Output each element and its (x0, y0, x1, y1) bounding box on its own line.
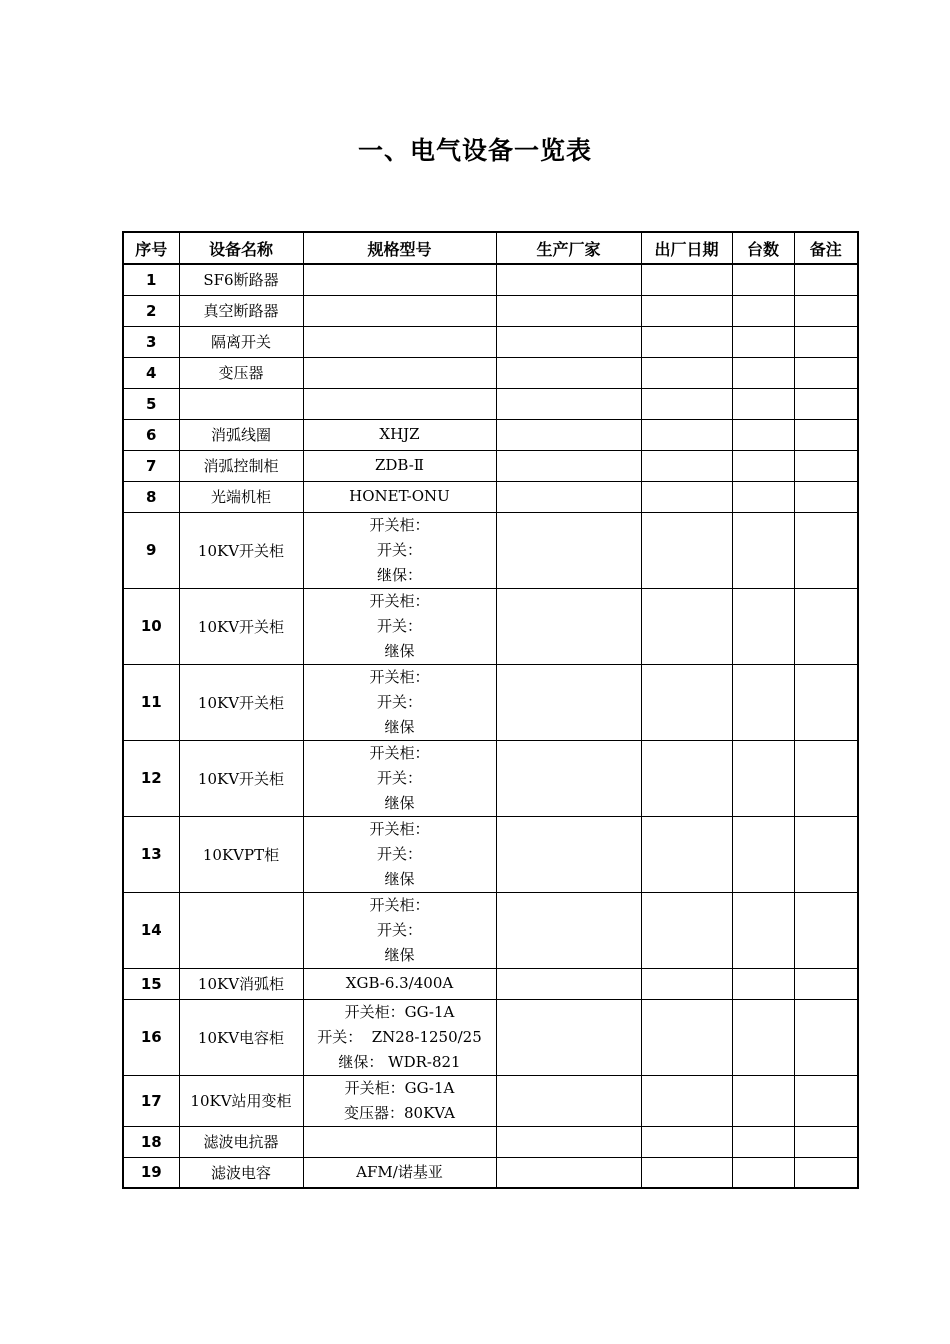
equipment-name (179, 388, 303, 419)
count-cell (732, 326, 794, 357)
row-number: 19 (123, 1157, 179, 1188)
row-number: 9 (123, 512, 179, 588)
table-row (123, 892, 858, 968)
spec-line: 变压器：80KVA (344, 1103, 455, 1122)
header-no: 序号 (123, 232, 179, 264)
spec-model (303, 481, 496, 512)
date-cell (641, 450, 732, 481)
spec-line: 开关： (376, 920, 422, 939)
manufacturer-cell (496, 588, 641, 664)
spec-line: 开关： (376, 540, 422, 559)
equipment-name: 10KV站用变柜 (179, 1075, 303, 1126)
spec-model (303, 740, 496, 816)
row-number: 5 (123, 388, 179, 419)
manufacturer-cell (496, 999, 641, 1075)
table-row (123, 968, 858, 999)
remarks-cell (794, 1126, 858, 1157)
table-row (123, 1075, 858, 1126)
spec-line: XHJZ (379, 425, 420, 443)
spec-model (303, 968, 496, 999)
count-cell (732, 588, 794, 664)
spec-model (303, 1157, 496, 1188)
remarks-cell (794, 295, 858, 326)
equipment-name: 10KV开关柜 (179, 740, 303, 816)
header-remarks: 备注 (794, 232, 858, 264)
spec-line: 开关柜：GG-1A (344, 1078, 455, 1097)
manufacturer-cell (496, 968, 641, 999)
equipment-table (122, 231, 859, 1189)
equipment-name: 光端机柜 (179, 481, 303, 512)
spec-model (303, 512, 496, 588)
table-row (123, 1157, 858, 1188)
remarks-cell (794, 450, 858, 481)
row-number: 14 (123, 892, 179, 968)
equipment-name: 滤波电抗器 (179, 1126, 303, 1157)
equipment-name: 滤波电容 (179, 1157, 303, 1188)
spec-model (303, 419, 496, 450)
table-row (123, 295, 858, 326)
spec-model (303, 450, 496, 481)
spec-model (303, 816, 496, 892)
table-row (123, 450, 858, 481)
row-number: 11 (123, 664, 179, 740)
row-number: 15 (123, 968, 179, 999)
date-cell (641, 892, 732, 968)
spec-line: HONET-ONU (349, 487, 450, 505)
remarks-cell (794, 892, 858, 968)
row-number: 4 (123, 357, 179, 388)
table-row (123, 326, 858, 357)
row-number: 12 (123, 740, 179, 816)
equipment-name: 消弧控制柜 (179, 450, 303, 481)
header-date: 出厂日期 (641, 232, 732, 264)
row-number: 7 (123, 450, 179, 481)
spec-line: 开关柜： (369, 667, 430, 686)
spec-model (303, 588, 496, 664)
date-cell (641, 816, 732, 892)
equipment-name: 10KVPT柜 (179, 816, 303, 892)
count-cell (732, 999, 794, 1075)
header-spec: 规格型号 (303, 232, 496, 264)
spec-line: 开关柜： (369, 515, 430, 534)
equipment-name: 10KV开关柜 (179, 512, 303, 588)
spec-line: 继保 (384, 641, 415, 660)
spec-line: 开关： (376, 844, 422, 863)
count-cell (732, 968, 794, 999)
row-number: 1 (123, 264, 179, 295)
manufacturer-cell (496, 388, 641, 419)
table-row (123, 999, 858, 1075)
manufacturer-cell (496, 740, 641, 816)
manufacturer-cell (496, 419, 641, 450)
date-cell (641, 664, 732, 740)
date-cell (641, 999, 732, 1075)
header-count: 台数 (732, 232, 794, 264)
remarks-cell (794, 419, 858, 450)
count-cell (732, 419, 794, 450)
spec-line: XGB-6.3/400A (345, 974, 454, 992)
date-cell (641, 481, 732, 512)
table-row (123, 419, 858, 450)
equipment-name: 10KV电容柜 (179, 999, 303, 1075)
manufacturer-cell (496, 664, 641, 740)
spec-line: 继保 (384, 717, 415, 736)
manufacturer-cell (496, 816, 641, 892)
remarks-cell (794, 588, 858, 664)
spec-line: 开关柜： (369, 895, 430, 914)
count-cell (732, 357, 794, 388)
manufacturer-cell (496, 1126, 641, 1157)
spec-model (303, 326, 496, 357)
manufacturer-cell (496, 512, 641, 588)
equipment-name: SF6断路器 (179, 264, 303, 295)
spec-line: 开关： ZN28-1250/25 (317, 1027, 482, 1046)
date-cell (641, 588, 732, 664)
table-row (123, 1126, 858, 1157)
spec-model (303, 664, 496, 740)
spec-line: 开关： (376, 692, 422, 711)
remarks-cell (794, 740, 858, 816)
manufacturer-cell (496, 295, 641, 326)
count-cell (732, 816, 794, 892)
count-cell (732, 512, 794, 588)
row-number: 18 (123, 1126, 179, 1157)
remarks-cell (794, 664, 858, 740)
header-name: 设备名称 (179, 232, 303, 264)
count-cell (732, 295, 794, 326)
spec-line: 开关： (376, 616, 422, 635)
date-cell (641, 512, 732, 588)
row-number: 17 (123, 1075, 179, 1126)
remarks-cell (794, 999, 858, 1075)
date-cell (641, 968, 732, 999)
row-number: 8 (123, 481, 179, 512)
page-title: 一、电气设备一览表 (357, 136, 592, 165)
date-cell (641, 326, 732, 357)
count-cell (732, 481, 794, 512)
spec-model (303, 295, 496, 326)
row-number: 3 (123, 326, 179, 357)
date-cell (641, 1126, 732, 1157)
spec-model (303, 892, 496, 968)
remarks-cell (794, 357, 858, 388)
manufacturer-cell (496, 1075, 641, 1126)
spec-line: 开关柜： (369, 743, 430, 762)
count-cell (732, 264, 794, 295)
spec-model (303, 1075, 496, 1126)
count-cell (732, 664, 794, 740)
table-body (123, 264, 858, 1188)
equipment-name: 10KV开关柜 (179, 664, 303, 740)
spec-line: 继保 (384, 869, 415, 888)
date-cell (641, 295, 732, 326)
remarks-cell (794, 1157, 858, 1188)
date-cell (641, 1157, 732, 1188)
date-cell (641, 419, 732, 450)
table-row (123, 740, 858, 816)
manufacturer-cell (496, 264, 641, 295)
row-number: 2 (123, 295, 179, 326)
equipment-name: 变压器 (179, 357, 303, 388)
date-cell (641, 388, 732, 419)
count-cell (732, 892, 794, 968)
spec-line: 继保： WDR-821 (338, 1052, 461, 1071)
equipment-name: 真空断路器 (179, 295, 303, 326)
table-row (123, 816, 858, 892)
table-row (123, 588, 858, 664)
remarks-cell (794, 264, 858, 295)
remarks-cell (794, 388, 858, 419)
count-cell (732, 388, 794, 419)
table-row (123, 664, 858, 740)
row-number: 16 (123, 999, 179, 1075)
header-manufacturer: 生产厂家 (496, 232, 641, 264)
spec-model (303, 999, 496, 1075)
remarks-cell (794, 816, 858, 892)
spec-model (303, 357, 496, 388)
equipment-name: 10KV消弧柜 (179, 968, 303, 999)
row-number: 6 (123, 419, 179, 450)
spec-line: 继保 (384, 945, 415, 964)
count-cell (732, 1157, 794, 1188)
manufacturer-cell (496, 1157, 641, 1188)
table-row (123, 512, 858, 588)
spec-line: 开关柜：GG-1A (344, 1002, 455, 1021)
spec-line: 继保： (376, 565, 422, 584)
spec-line: 继保 (384, 793, 415, 812)
date-cell (641, 740, 732, 816)
spec-line: AFM/诺基亚 (356, 1162, 443, 1181)
row-number: 13 (123, 816, 179, 892)
equipment-name: 隔离开关 (179, 326, 303, 357)
table-row (123, 481, 858, 512)
spec-line: 开关： (376, 768, 422, 787)
table-row (123, 264, 858, 295)
spec-model (303, 264, 496, 295)
date-cell (641, 1075, 732, 1126)
spec-line: 开关柜： (369, 591, 430, 610)
spec-model (303, 1126, 496, 1157)
equipment-name: 10KV开关柜 (179, 588, 303, 664)
count-cell (732, 1075, 794, 1126)
manufacturer-cell (496, 450, 641, 481)
count-cell (732, 1126, 794, 1157)
manufacturer-cell (496, 357, 641, 388)
table-row (123, 388, 858, 419)
remarks-cell (794, 1075, 858, 1126)
remarks-cell (794, 326, 858, 357)
remarks-cell (794, 968, 858, 999)
spec-line: ZDB-Ⅱ (374, 456, 424, 474)
table-header-row (123, 232, 858, 264)
equipment-name: 消弧线圈 (179, 419, 303, 450)
count-cell (732, 450, 794, 481)
count-cell (732, 740, 794, 816)
remarks-cell (794, 481, 858, 512)
date-cell (641, 264, 732, 295)
manufacturer-cell (496, 892, 641, 968)
spec-line: 开关柜： (369, 819, 430, 838)
remarks-cell (794, 512, 858, 588)
manufacturer-cell (496, 326, 641, 357)
table-row (123, 357, 858, 388)
spec-model (303, 388, 496, 419)
row-number: 10 (123, 588, 179, 664)
equipment-name (179, 892, 303, 968)
manufacturer-cell (496, 481, 641, 512)
date-cell (641, 357, 732, 388)
